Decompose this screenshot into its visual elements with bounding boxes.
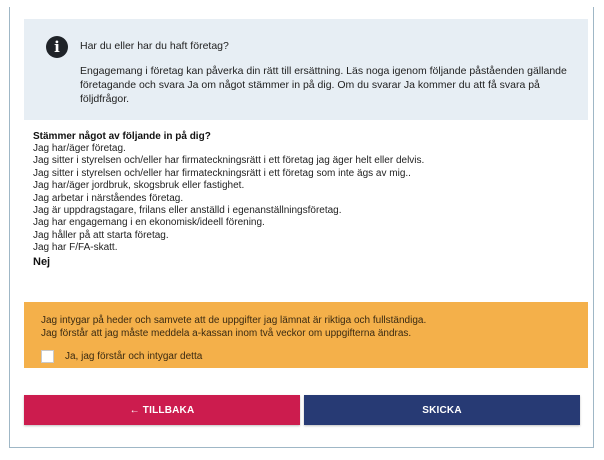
confirmation-box — [24, 302, 588, 368]
statement-item: Jag är uppdragstagare, frilans eller anställd i egenanställningsföretag. — [33, 205, 342, 217]
statement-item: Jag har F/FA-skatt. — [33, 242, 118, 254]
statement-item: Jag har/äger jordbruk, skogsbruk eller fastighet. — [33, 180, 245, 192]
statement-item: Jag sitter i styrelsen och/eller har firmateckningsrätt i ett företag som inte ägs av mig.. — [33, 167, 411, 179]
info-box — [24, 19, 588, 120]
info-title: Har du eller har du haft företag? — [80, 40, 229, 52]
statements-heading: Stämmer något av följande in på dig? — [33, 131, 211, 142]
confirm-checkbox[interactable] — [41, 350, 54, 363]
statement-item: Jag arbetar i närståendes företag. — [33, 192, 184, 204]
back-button[interactable] — [24, 395, 300, 425]
statement-item: Jag håller på att starta företag. — [33, 229, 169, 241]
confirmation-text-2: Jag förstår att jag måste meddela a-kassan inom två veckor om uppgifterna ändras. — [41, 328, 412, 339]
statements-section — [33, 131, 583, 269]
send-button-label: SKICKA — [422, 404, 462, 416]
statement-item: Jag sitter i styrelsen och/eller har firmateckningsrätt i ett företag jag äger helt eller delvis. — [33, 155, 425, 167]
info-text: Engagemang i företag kan påverka din rätt till ersättning. Läs noga igenom följande påståenden gällande företagande och svara Ja om något stämmer in på dig. Om du svarar Ja kommer du att få svara på följdfrågor. — [80, 65, 567, 105]
statements-answer: Nej — [33, 255, 51, 268]
info-circle-icon: i — [46, 36, 68, 58]
arrow-left-icon: ← — [129, 404, 140, 416]
back-button-label: TILLBAKA — [142, 404, 195, 416]
confirmation-text-1: Jag intygar på heder och samvete att de uppgifter jag lämnat är riktiga och fullständiga. — [41, 315, 427, 326]
statement-item: Jag har engagemang i en ekonomisk/ideell förening. — [33, 217, 265, 229]
send-button[interactable] — [304, 395, 580, 425]
form-card — [9, 7, 594, 448]
statement-item: Jag har/äger företag. — [33, 143, 126, 154]
confirm-checkbox-label[interactable]: Ja, jag förstår och intygar detta — [65, 351, 203, 362]
